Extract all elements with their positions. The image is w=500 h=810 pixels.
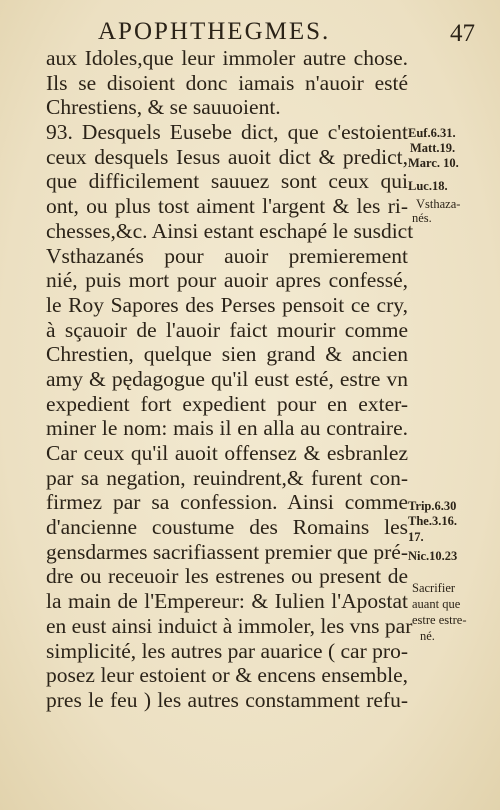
text-line: dre ou receuoir les estrenes ou present de [46, 564, 408, 589]
margin-note: Matt.19. [410, 141, 456, 155]
text-line: d'ancienne coustume des Romains les [46, 515, 408, 540]
body-text [46, 46, 414, 713]
margin-note: estre estre- [412, 613, 467, 627]
text-line: à sçauoir de l'auoir faict mourir comme [46, 317, 408, 342]
margin-note: 17. [408, 530, 424, 544]
margin-note: né. [420, 629, 435, 643]
text-line: Chrestien, quelque sien grand & ancien [46, 342, 408, 367]
text-line: ceux desquels Iesus auoit dict & predict, [46, 144, 408, 169]
margin-note: The.3.16. [408, 514, 457, 528]
text-line: Chrestiens, & se sauuoient. [46, 95, 281, 120]
text-line: aux Idoles,que leur immoler autre chose. [46, 46, 408, 70]
text-line: le Roy Sapores des Perses pensoit ce cry, [46, 292, 408, 317]
text-line: amy & pędagogue qu'il eust esté, estre vn [46, 366, 408, 391]
text-line: firmez par sa confession. Ainsi comme [46, 490, 408, 515]
margin-note: Luc.18. [408, 179, 448, 193]
text-line: simplicité, les autres par auarice ( car pro- [46, 638, 408, 663]
text-line: chesses,&c. Ainsi estant eschapé le susdict [46, 218, 414, 243]
margin-note: Trip.6.30 [408, 499, 457, 513]
margin-note: nés. [412, 211, 432, 225]
text-line: pres le feu ) les autres constamment refu- [46, 687, 408, 712]
margin-note: auant que [412, 597, 461, 611]
text-line: que difficilement sauuez sont ceux qui [46, 169, 408, 194]
text-line: ont, ou plus tost aiment l'argent & les ri- [46, 194, 408, 219]
margin-note: Sacrifier [412, 581, 456, 595]
margin-note: Euf.6.31. [408, 126, 456, 140]
text-line: miner le nom: mais il en alla au contraire. [46, 416, 408, 441]
margin-note: Nic.10.23 [408, 549, 458, 563]
text-line: en eust ainsi induict à immoler, les vns par [46, 613, 413, 638]
text-line: 93. Desquels Eusebe dict, que c'estoient [46, 120, 408, 145]
text-line: Vsthazanés pour auoir premierement [46, 243, 408, 268]
text-line: la main de l'Empereur: & Iulien l'Apostat [46, 589, 408, 614]
text-line: gensdarmes sacrifiassent premier que pré- [46, 539, 408, 564]
text-line: Ils se disoient donc iamais n'auoir esté [46, 70, 408, 95]
text-line: Car ceux qu'il auoit offensez & esbranlez [46, 441, 408, 465]
page-number: 47 [450, 20, 475, 47]
margin-note: Marc. 10. [408, 156, 459, 170]
running-head: APOPHTHEGMES. [98, 18, 331, 45]
text-line: par sa negation, reuindrent,& furent con- [46, 465, 408, 490]
text-line: expedient fort expedient pour en exter- [46, 391, 408, 416]
text-line: nié, puis mort pour auoir apres confessé, [46, 268, 408, 293]
text-line: posez leur estoient or & encens ensemble, [46, 663, 408, 688]
margin-note: Vsthaza- [416, 197, 461, 211]
margin-notes [406, 0, 498, 810]
